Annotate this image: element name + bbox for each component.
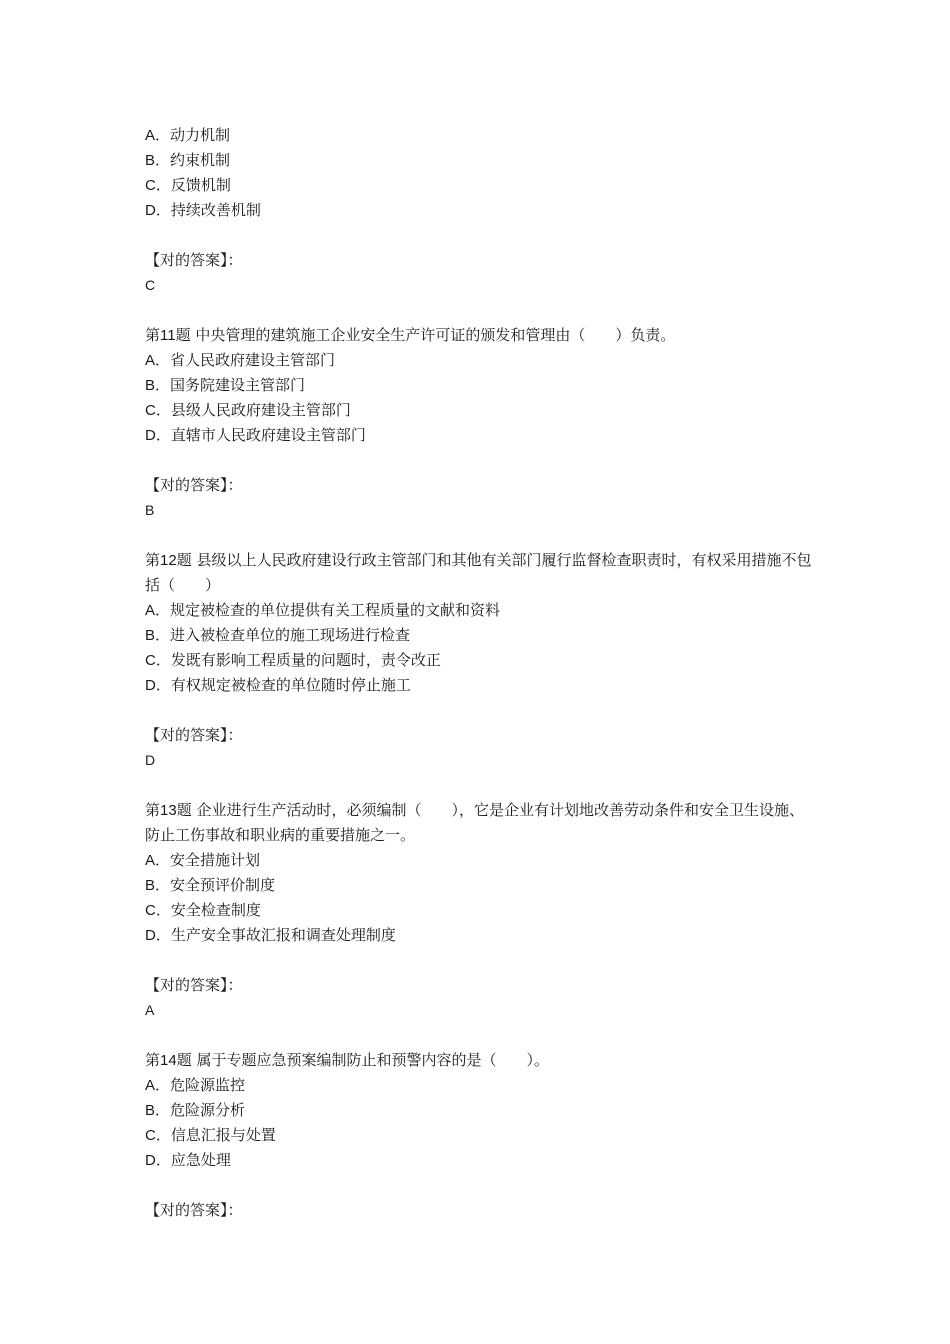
option-a: A．危险源监控 — [145, 1076, 246, 1094]
option-d: D．有权规定被检查的单位随时停止施工 — [145, 676, 411, 694]
answer-value: D — [145, 752, 156, 768]
answer-label: 【对的答案】： — [145, 726, 243, 744]
option-c: C．发既有影响工程质量的问题时，责令改正 — [145, 651, 441, 669]
question-text: 第11题 中央管理的建筑施工企业安全生产许可证的颁发和管理由（ ）负责。 — [145, 326, 676, 344]
answer-label: 【对的答案】： — [145, 1201, 243, 1219]
option-a: A．安全措施计划 — [145, 851, 261, 869]
option-c: C．安全检查制度 — [145, 901, 261, 919]
question-text: 第12题 县级以上人民政府建设行政主管部门和其他有关部门履行监督检查职责时，有权采用措施不包括（ ） — [145, 551, 812, 594]
question-text: 第13题 企业进行生产活动时，必须编制（ ），它是企业有计划地改善劳动条件和安全卫生设施、防止工伤事故和职业病的重要措施之一。 — [145, 801, 804, 844]
option-c: C．县级人民政府建设主管部门 — [145, 401, 351, 419]
option-b: B．约束机制 — [145, 151, 231, 169]
option-b: B．进入被检查单位的施工现场进行检查 — [145, 626, 411, 644]
option-d: D．应急处理 — [145, 1151, 231, 1169]
option-c: C．反馈机制 — [145, 176, 231, 194]
option-b: B．安全预评价制度 — [145, 876, 276, 894]
answer-value: B — [145, 502, 155, 518]
answer-value: A — [145, 1002, 155, 1018]
option-c: C．信息汇报与处置 — [145, 1126, 276, 1144]
option-a: A．动力机制 — [145, 126, 231, 144]
question-block-11 — [145, 323, 815, 523]
option-a: A．省人民政府建设主管部门 — [145, 351, 336, 369]
question-block-10 — [145, 123, 815, 298]
option-b: B．国务院建设主管部门 — [145, 376, 306, 394]
answer-label: 【对的答案】： — [145, 976, 243, 994]
answer-label: 【对的答案】： — [145, 476, 243, 494]
question-block-12 — [145, 548, 815, 773]
question-block-14 — [145, 1048, 815, 1223]
option-b: B．危险源分析 — [145, 1101, 246, 1119]
question-text: 第14题 属于专题应急预案编制防止和预警内容的是（ ）。 — [145, 1051, 549, 1069]
option-d: D．持续改善机制 — [145, 201, 261, 219]
answer-value: C — [145, 277, 156, 293]
option-d: D．直辖市人民政府建设主管部门 — [145, 426, 366, 444]
document-page — [145, 123, 815, 1248]
option-d: D．生产安全事故汇报和调查处理制度 — [145, 926, 396, 944]
question-block-13 — [145, 798, 815, 1023]
answer-label: 【对的答案】： — [145, 251, 243, 269]
option-a: A．规定被检查的单位提供有关工程质量的文献和资料 — [145, 601, 501, 619]
